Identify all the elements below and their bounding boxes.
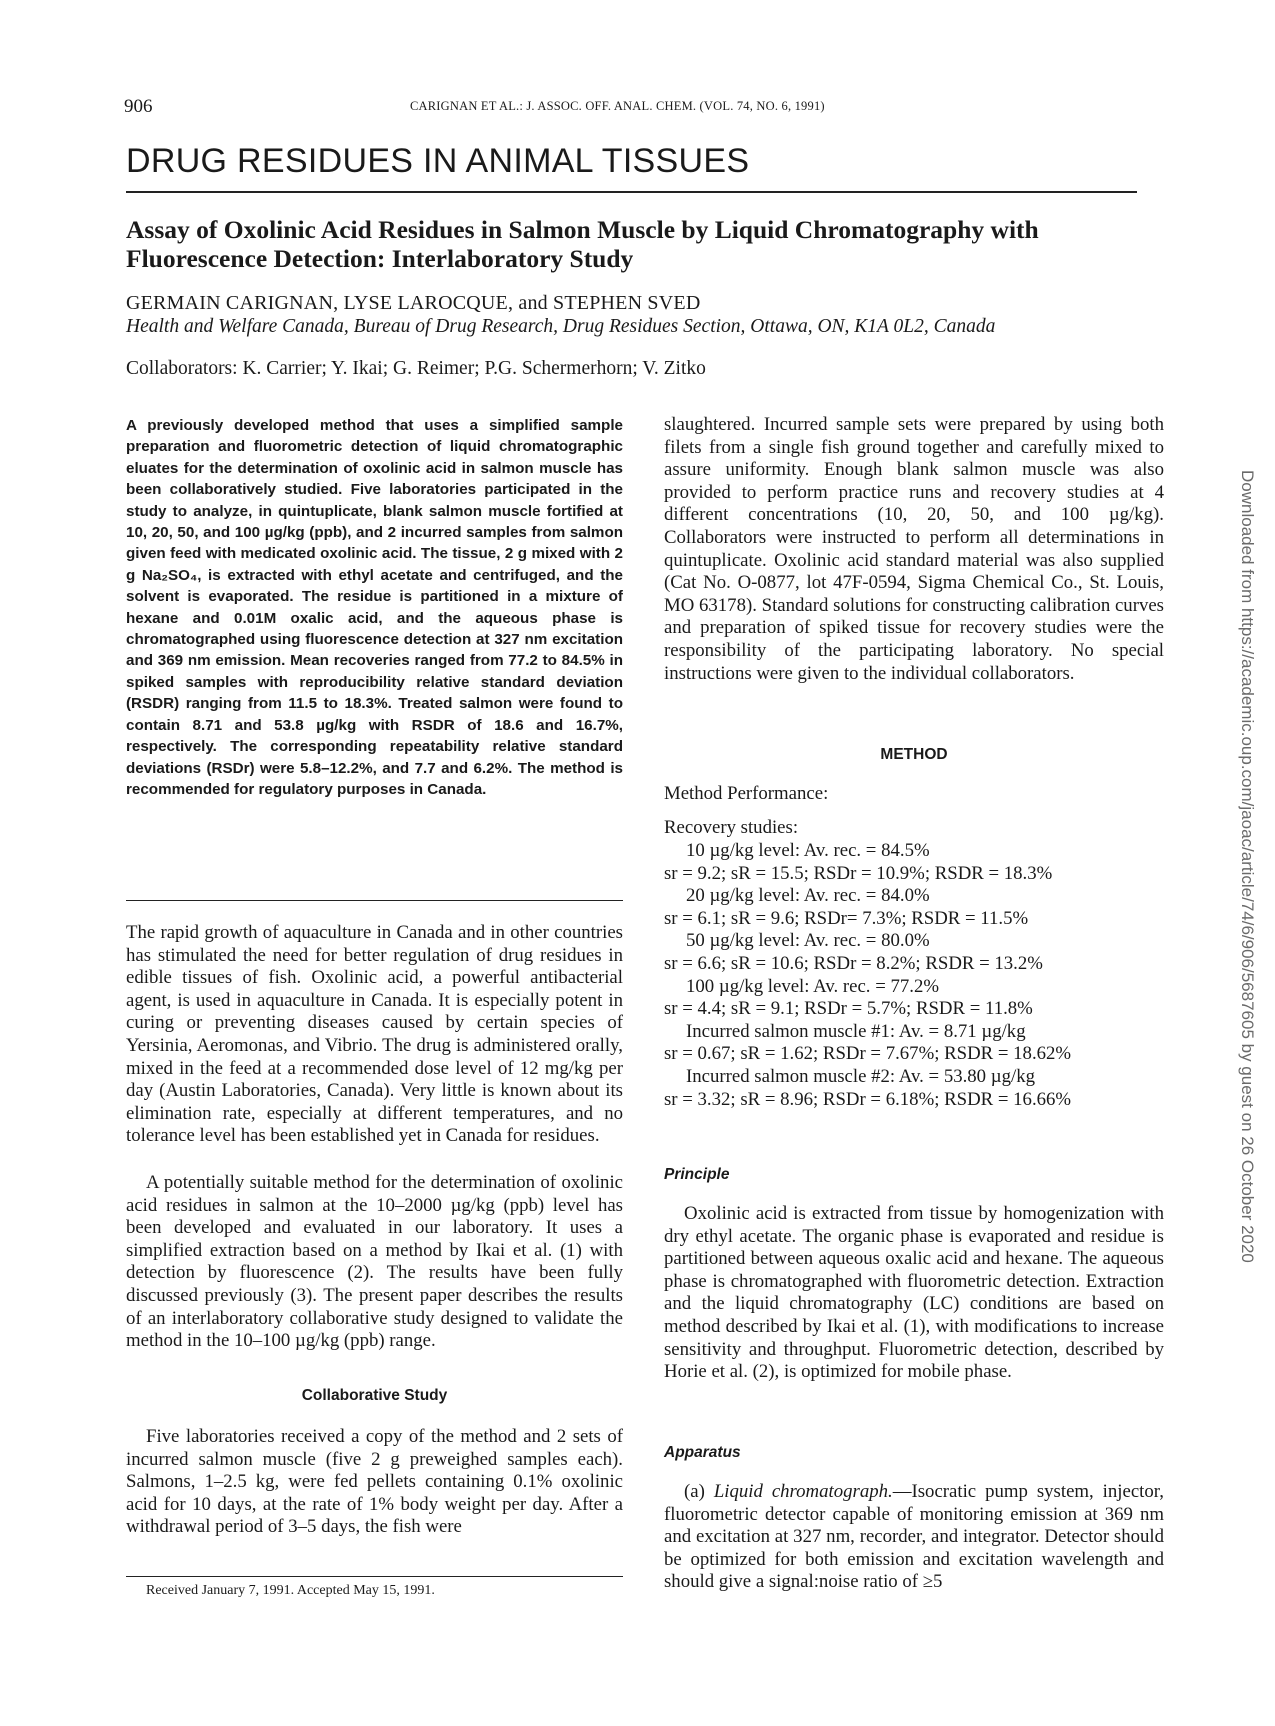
recovery-line: Incurred salmon muscle #2: Av. = 53.80 µg/kg (686, 1065, 1035, 1087)
recovery-studies-list (664, 840, 1184, 1111)
recovery-line: sr = 3.32; sR = 8.96; RSDr = 6.18%; RSDR = 16.66% (664, 1088, 1072, 1110)
recovery-line: sr = 9.2; sR = 15.5; RSDr = 10.9%; RSDR = 18.3% (664, 862, 1053, 884)
principle-paragraph: Oxolinic acid is extracted from tissue by homogenization with dry ethyl acetate. The organic phase is evaporated and residue is partitioned between aqueous oxalic acid and hexane. The aqueous phase is chromatographed with fluorometric detection. Extraction and the liquid chromatography (LC) conditions are based on method described by Ikai et al. (1), with modifications to increase sensitivity and throughput. Fluorometric detection, described by Horie et al. (2), is optimized for mobile phase. (664, 1203, 1164, 1383)
method-heading: METHOD (880, 746, 948, 763)
recovery-line: 20 µg/kg level: Av. rec. = 84.0% (686, 885, 930, 907)
recovery-line: Incurred salmon muscle #1: Av. = 8.71 µg/kg (686, 1020, 1026, 1042)
authors: GERMAIN CARIGNAN, LYSE LAROCQUE, and STEPHEN SVED (126, 292, 701, 314)
apparatus-item-a-prefix: (a) (684, 1481, 714, 1502)
received-footnote: Received January 7, 1991. Accepted May 15, 1991. (146, 1583, 435, 1598)
article-title: Assay of Oxolinic Acid Residues in Salmon Muscle by Liquid Chromatography with Fluorescence Detection: Interlaboratory Study (126, 215, 1039, 273)
recovery-line: sr = 0.67; sR = 1.62; RSDr = 7.67%; RSDR = 18.62% (664, 1043, 1072, 1065)
collaborative-study-continued: slaughtered. Incurred sample sets were prepared by using both filets from a single fish ground together and carefully mixed to assure uniformity. Enough blank salmon muscle was also provided to perform practice runs and recovery studies at 4 different concentrations (10, 20, 50, and 100 µg/kg). Collaborators were instructed to perform all determinations in quintuplicate. Oxolinic acid standard material was also supplied (Cat No. O-0877, lot 47F-0594, Sigma Chemical Co., St. Louis, MO 63178). Standard solutions for constructing calibration curves and preparation of spiked tissue for recovery studies were the responsibility of the participating laboratory. No special instructions were given to the individual collaborators. (664, 414, 1164, 684)
apparatus-heading: Apparatus (664, 1444, 741, 1461)
abstract: A previously developed method that uses a simplified sample preparation and fluorometric detection of liquid chromatographic eluates for the determination of oxolinic acid in salmon muscle has been collaboratively studied. Five laboratories participated in the study to analyze, in quintuplicate, blank salmon muscle fortified at 10, 20, 50, and 100 µg/kg (ppb), and 2 incurred samples from salmon given feed with medicated oxolinic acid. The tissue, 2 g mixed with 2 g Na₂SO₄, is extracted with ethyl acetate and centrifuged, and the solvent is evaporated. The residue is partitioned in a mixture of hexane and 0.01M oxalic acid, and the aqueous phase is chromatographed using fluorescence detection at 327 nm excitation and 369 nm emission. Mean recoveries ranged from 77.2 to 84.5% in spiked samples with reproducibility relative standard deviation (RSDR) ranging from 11.5 to 18.3%. Treated salmon were found to contain 8.71 and 53.8 µg/kg with RSDR of 18.6 and 16.7%, respectively. The corresponding repeatability relative standard deviations (RSDr) were 5.8–12.2%, and 7.7 and 6.2%. The method is recommended for regulatory purposes in Canada. (126, 417, 623, 798)
abstract-rule (126, 900, 623, 901)
recovery-line: 10 µg/kg level: Av. rec. = 84.5% (686, 840, 930, 861)
running-head: CARIGNAN ET AL.: J. ASSOC. OFF. ANAL. CHEM. (VOL. 74, NO. 6, 1991) (410, 99, 825, 113)
collaborators: Collaborators: K. Carrier; Y. Ikai; G. Reimer; P.G. Schermerhorn; V. Zitko (126, 358, 706, 379)
section-title-rule (126, 191, 1137, 193)
collaborative-study-paragraph: Five laboratories received a copy of the method and 2 sets of incurred salmon muscle (five 2 g preweighed samples each). Salmons, 1–2.5 kg, were fed pellets containing 0.1% oxolinic acid for 10 days, at the rate of 1% body weight per day. After a withdrawal period of 3–5 days, the fish were (126, 1426, 623, 1538)
apparatus-item-a (664, 1481, 1164, 1594)
intro-paragraph-1: The rapid growth of aquaculture in Canada and in other countries has stimulated the need for better regulation of drug residues in edible tissues of fish. Oxolinic acid, a powerful antibacterial agent, is used in aquaculture in Canada. It is especially potent in curing or preventing diseases caused by certain species of Yersinia, Aeromonas, and Vibrio. The drug is administered orally, mixed in the feed at a recommended dose level of 12 mg/kg per day (Austin Laboratories, Canada). Very little is known about its elimination rate, especially at different temperatures, and no tolerance level has been established yet in Canada for residues. (126, 922, 623, 1147)
recovery-line: sr = 6.6; sR = 10.6; RSDr = 8.2%; RSDR = 13.2% (664, 952, 1043, 974)
recovery-line: 50 µg/kg level: Av. rec. = 80.0% (686, 930, 930, 952)
footnote-rule (126, 1576, 623, 1577)
section-title: DRUG RESIDUES IN ANIMAL TISSUES (126, 142, 750, 180)
affiliation: Health and Welfare Canada, Bureau of Drug Research, Drug Residues Section, Ottawa, ON, K1A 0L2, Canada (126, 316, 996, 337)
recovery-line: 100 µg/kg level: Av. rec. = 77.2% (686, 975, 939, 997)
download-watermark: Downloaded from https://academic.oup.com/jaoac/article/74/6/906/5687605 by guest on 26 October 2020 (1238, 470, 1257, 1263)
method-performance-label: Method Performance: (664, 783, 829, 804)
intro-paragraph-2: A potentially suitable method for the determination of oxolinic acid residues in salmon at the 10–2000 µg/kg (ppb) level has been developed and evaluated in our laboratory. It uses a simplified extraction based on a method by Ikai et al. (1) with detection by fluorescence (2). The results have been fully discussed previously (3). The present paper describes the results of an interlaboratory collaborative study designed to validate the method in the 10–100 µg/kg (ppb) range. (126, 1172, 623, 1352)
recovery-line: sr = 6.1; sR = 9.6; RSDr= 7.3%; RSDR = 11.5% (664, 907, 1029, 929)
principle-heading: Principle (664, 1166, 730, 1183)
apparatus-item-a-label: Liquid chromatograph. (713, 1481, 893, 1502)
collaborative-study-heading: Collaborative Study (301, 1387, 448, 1404)
page-number: 906 (124, 96, 153, 117)
apparatus-item-a-text: —Isocratic pump system, injector, fluorometric detector capable of monitoring emission at 369 nm and excitation at 327 nm, recorder, and integrator. Detector should be optimized for both emission and excitation wavelength and should give a signal:noise ratio of ≥5 (664, 1481, 1164, 1593)
recovery-studies-label: Recovery studies: (664, 817, 799, 838)
recovery-line: sr = 4.4; sR = 9.1; RSDr = 5.7%; RSDR = 11.8% (664, 998, 1033, 1020)
